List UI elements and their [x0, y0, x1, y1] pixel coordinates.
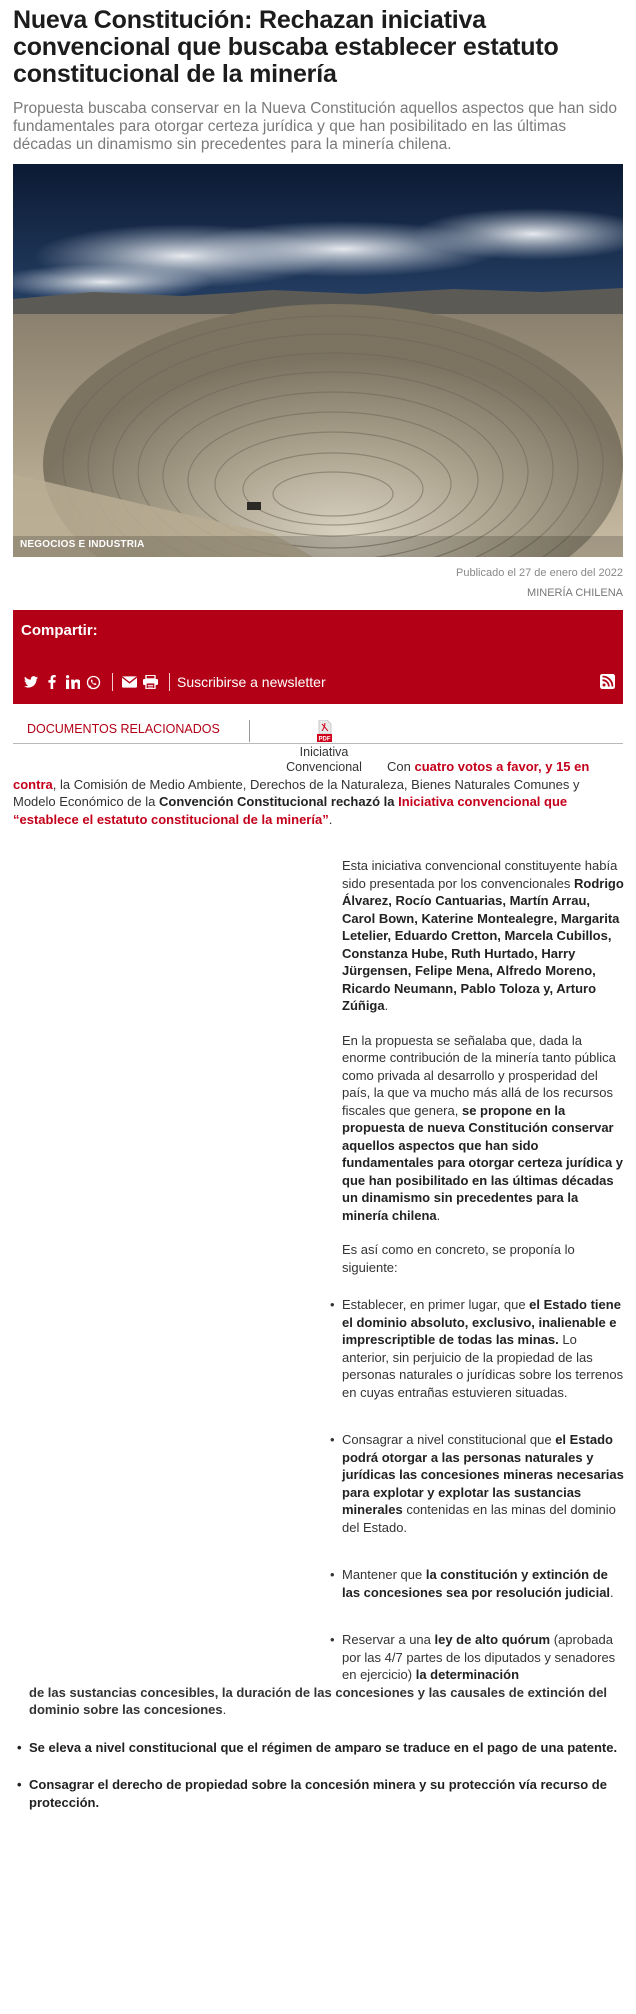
paragraph-text: .: [384, 998, 389, 1013]
share-bar: [13, 610, 623, 704]
list-text: Lo anterior, sin perjuicio de la propiedad de las personas naturales o jurídicas sobre los terrenos en cuyas entrañas estuvieren situadas.: [342, 1332, 624, 1400]
newsletter-link[interactable]: Suscribirse a newsletter: [177, 674, 326, 690]
related-documents-label: DOCUMENTOS RELACIONADOS: [27, 722, 220, 736]
list-item: [342, 1631, 624, 1684]
linkedin-icon[interactable]: [63, 673, 82, 691]
share-title: Compartir:: [21, 622, 98, 639]
paragraph-proposal: [342, 1032, 624, 1225]
list-bold: el Estado tiene el dominio absoluto, exclusivo, inalienable e imprescriptible de todas las minas.: [342, 1297, 621, 1347]
list-text: contenidas en las minas del dominio del Estado.: [342, 1502, 616, 1535]
paragraph-text: En la propuesta se señalaba que, dada la enorme contribución de la minería tanto pública como privada al desarrollo y prosperidad del país, la que va mucho más allá de los recursos fiscales que genera,: [342, 1032, 616, 1118]
paragraph-intro-list: Es así como en concreto, se proponía lo siguiente:: [342, 1242, 575, 1275]
list-item: [342, 1566, 624, 1601]
list-item: • Se eleva a nivel constitucional que el régimen de amparo se traduce en el pago de una patente.: [29, 1739, 623, 1757]
list-item-continuation: [29, 1684, 623, 1719]
article-title: Nueva Constitución: Rechazan iniciativa convencional que buscaba establecer estatuto constitucional de la minería: [13, 6, 559, 88]
publish-date: Publicado el 27 de enero del 2022: [456, 567, 623, 579]
paragraph-bold: se propone en la propuesta de nueva Constitución conservar aquellos aspectos que han sido fundamentales para otorgar certeza jurídica y que han posibilitado en las últimas décadas un dinamismo sin precedentes para la minería chilena: [342, 1102, 624, 1223]
image-category-tag: NEGOCIOS E INDUSTRIA: [20, 539, 145, 550]
category-link[interactable]: MINERÍA CHILENA: [527, 587, 623, 599]
pdf-badge: PDF: [318, 736, 330, 742]
list-text: Mantener que: [342, 1567, 426, 1582]
document-label: Iniciativa Convencional: [286, 745, 362, 774]
twitter-icon[interactable]: [21, 673, 40, 691]
print-icon[interactable]: [141, 673, 160, 691]
paragraph-text: Esta iniciativa convencional constituyente había sido presentada por los convencionales: [342, 858, 618, 891]
initiative-link[interactable]: Iniciativa convencional que “establece el estatuto constitucional de la minería”: [13, 794, 568, 827]
proposal-list: [342, 1296, 624, 1684]
paragraph-text: .: [436, 1207, 441, 1223]
list-text: Establecer, en primer lugar, que: [342, 1297, 530, 1312]
list-item: [342, 1431, 624, 1536]
document-link[interactable]: [276, 720, 372, 775]
email-icon[interactable]: [120, 673, 139, 691]
list-text: Reservar a una: [342, 1632, 435, 1647]
share-divider: [112, 673, 113, 691]
body-column: [342, 857, 624, 1276]
pdf-icon: [317, 720, 332, 742]
list-bold: la determinación: [415, 1667, 520, 1682]
docs-divider: [249, 720, 250, 742]
list-item: • Consagrar el derecho de propiedad sobre la concesión minera y su protección vía recurso de protección.: [29, 1776, 623, 1811]
intro-text: , la Comisión de Medio Ambiente, Derechos de la Naturaleza, Bienes Naturales Comunes y Modelo Económico de la: [13, 776, 580, 809]
rss-icon[interactable]: [600, 674, 615, 694]
votes-link[interactable]: cuatro votos a favor, y 15 en contra: [13, 759, 590, 792]
list-bold: la constitución y extinción de las concesiones sea por resolución judicial: [342, 1567, 611, 1600]
list-bold: ley de alto quórum: [434, 1632, 551, 1647]
list-text: Consagrar a nivel constitucional que: [342, 1432, 556, 1447]
list-bold: el Estado podrá otorgar a las personas naturales y jurídicas las concesiones mineras necesarias para explotar y explotar las sustancias minerales: [342, 1432, 624, 1517]
share-divider: [169, 673, 170, 691]
article-lead: Propuesta buscaba conservar en la Nueva Constitución aquellos aspectos que han sido fundamentales para otorgar certeza jurídica y que han posibilitado en las últimas décadas un dinamismo sin precedentes para la minería chilena.: [13, 100, 618, 153]
facebook-icon[interactable]: [42, 673, 61, 691]
related-documents: [13, 722, 623, 774]
list-bold: de las sustancias concesibles, la duración de las concesiones y las causales de extinción del dominio sobre las concesiones: [29, 1684, 608, 1717]
hero-image: [13, 164, 623, 557]
intro-text: .: [328, 811, 333, 827]
authors-names: Rodrigo Álvarez, Rocío Cantuarias, Martín Arrau, Carol Bown, Katerine Montealegre, Margarita Letelier, Eduardo Cretton, Marcela Cubillos, Constanza Hube, Ruth Hurtado, Harry Jürgensen, Felipe Mena, Alfredo Moreno, Ricardo Neumann, Pablo Toloza y, Arturo Zúñiga: [342, 875, 624, 1013]
intro-text: Con: [387, 759, 415, 774]
mine-photo: [13, 164, 623, 557]
list-item: [342, 1296, 624, 1401]
proposal-list-wide: [29, 1739, 623, 1812]
intro-bold: Convención Constitucional rechazó la: [158, 794, 399, 809]
whatsapp-icon[interactable]: [84, 673, 103, 691]
list-text: .: [610, 1584, 614, 1600]
share-icons-row: [21, 672, 615, 692]
list-text: .: [222, 1702, 227, 1717]
paragraph-authors: [342, 857, 624, 1015]
list-text: (aprobada por las 4/7 partes de los diputados y senadores en ejercicio): [342, 1632, 616, 1682]
